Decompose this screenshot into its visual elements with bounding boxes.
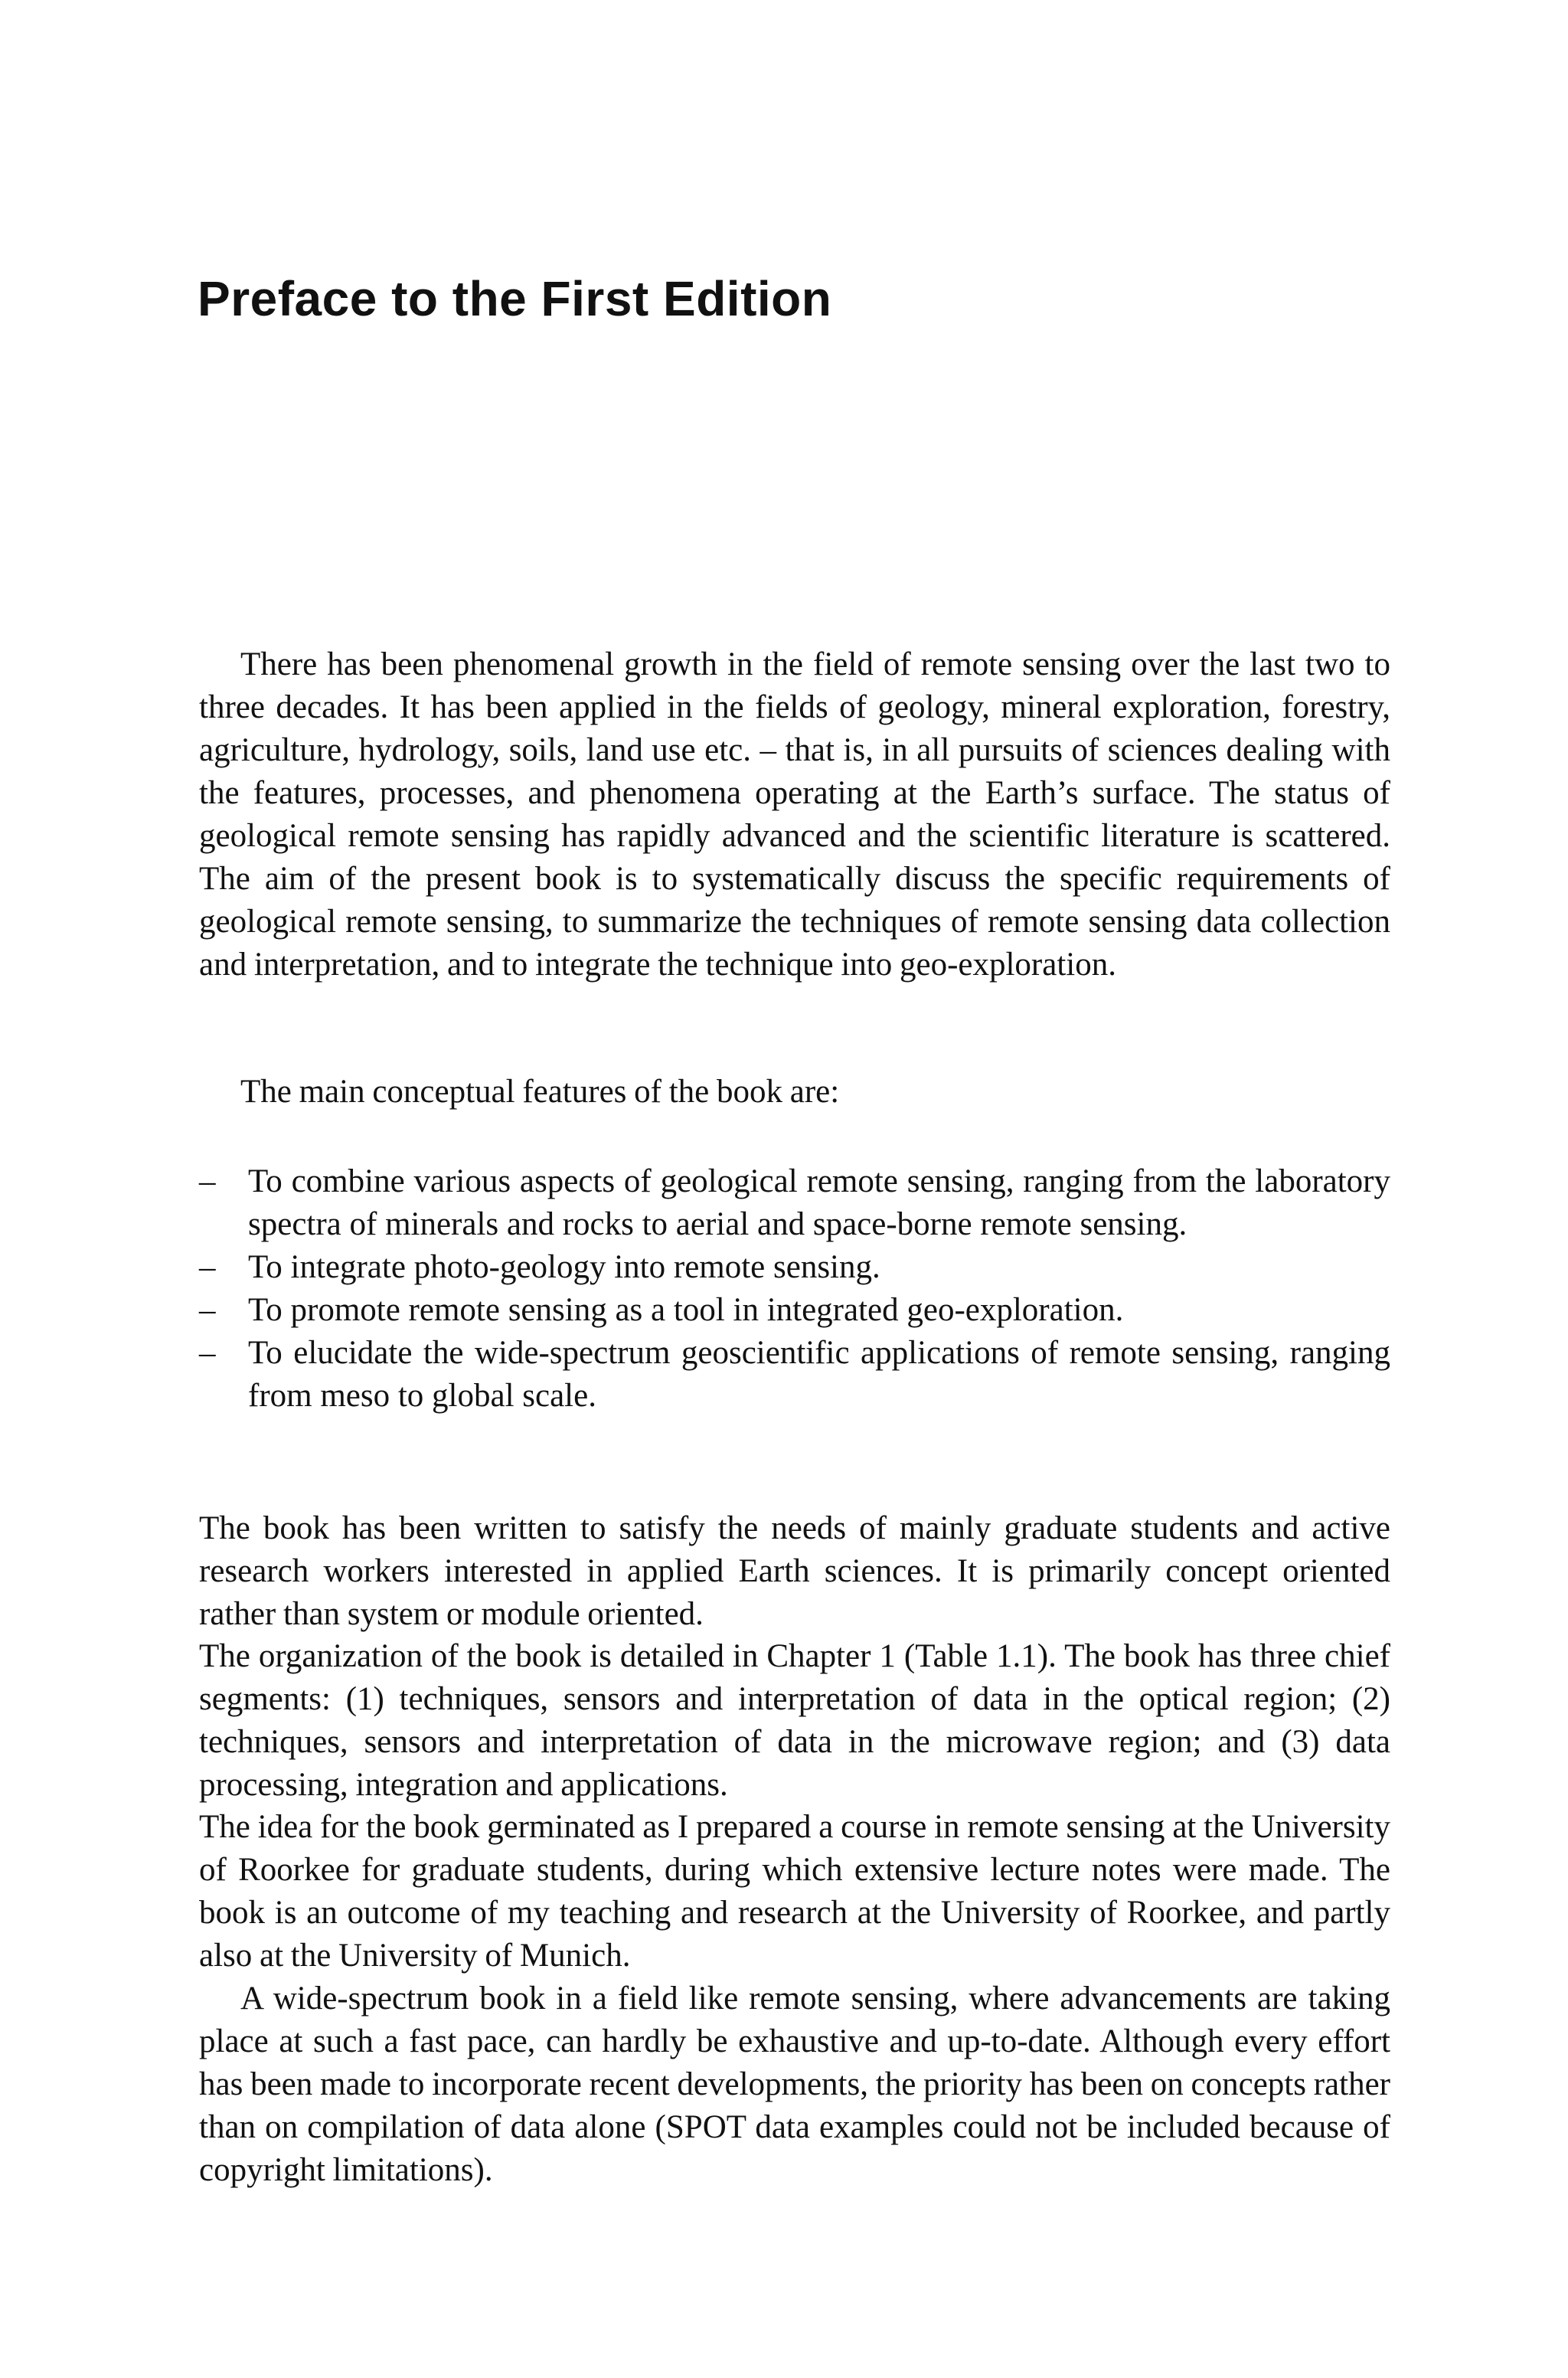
list-item-text: To combine various aspects of geological remote sensing, ranging from the laboratory spectra of minerals and rocks to aerial and space-borne remote sensing.: [248, 1163, 1390, 1242]
list-item: [199, 1332, 1390, 1418]
paragraph-scope: A wide-spectrum book in a field like remote sensing, where advancements are taking place at such a fast pace, can hardly be exhaustive and up-to-date. Although every effort has been made to incorporate recent developments, the priority has been on concepts rather than on compilation of data alone (SPOT data examples could not be included because of copyright limitations).: [199, 1981, 1390, 2188]
list-item: [199, 1246, 1390, 1289]
bullet-dash: –: [199, 1335, 216, 1371]
paragraph-origin: The idea for the book germinated as I prepared a course in remote sensing at the University of Roorkee for graduate students, during which extensive lecture notes were made. The book is an outcome of my teaching and research at the University of Roorkee, and partly also at the University of Munich.: [199, 1809, 1390, 1974]
paragraph-features-intro: The main conceptual features of the book are:: [240, 1074, 840, 1110]
paragraph-organization: The organization of the book is detailed in Chapter 1 (Table 1.1). The book has three chief segments: (1) techniques, sensors and interpretation of data in the optical region; (2) techniques, sensors and interpretation of data in the microwave region; and (3) data processing, integration and applications.: [199, 1638, 1390, 1803]
paragraph-intro: There has been phenomenal growth in the field of remote sensing over the last two to three decades. It has been applied in the fields of geology, mineral exploration, forestry, agriculture, hydrology, soils, land use etc. – that is, in all pursuits of sciences dealing with the features, processes, and phenomena operating at the Earth’s surface. The status of geological remote sensing has rapidly advanced and the scientific literature is scattered. The aim of the present book is to systematically discuss the specific requirements of geological remote sensing, to summarize the techniques of remote sensing data collection and interpretation, and to integrate the technique into geo-exploration.: [199, 646, 1390, 983]
list-item: [199, 1289, 1390, 1332]
list-item-text: To promote remote sensing as a tool in integrated geo-exploration.: [248, 1292, 1124, 1328]
list-item-text: To elucidate the wide-spectrum geoscientific applications of remote sensing, ranging from meso to global scale.: [248, 1335, 1390, 1414]
list-item-text: To integrate photo-geology into remote sensing.: [248, 1249, 880, 1285]
bullet-dash: –: [199, 1292, 216, 1328]
list-item: [199, 1160, 1390, 1246]
bullet-dash: –: [199, 1163, 216, 1199]
paragraph-audience: The book has been written to satisfy the needs of mainly graduate students and active research workers interested in applied Earth sciences. It is primarily concept oriented rather than system or module oriented.: [199, 1510, 1390, 1632]
page-title: Preface to the First Edition: [198, 271, 832, 326]
bullet-dash: –: [199, 1249, 216, 1285]
features-list: [199, 1160, 1390, 1418]
